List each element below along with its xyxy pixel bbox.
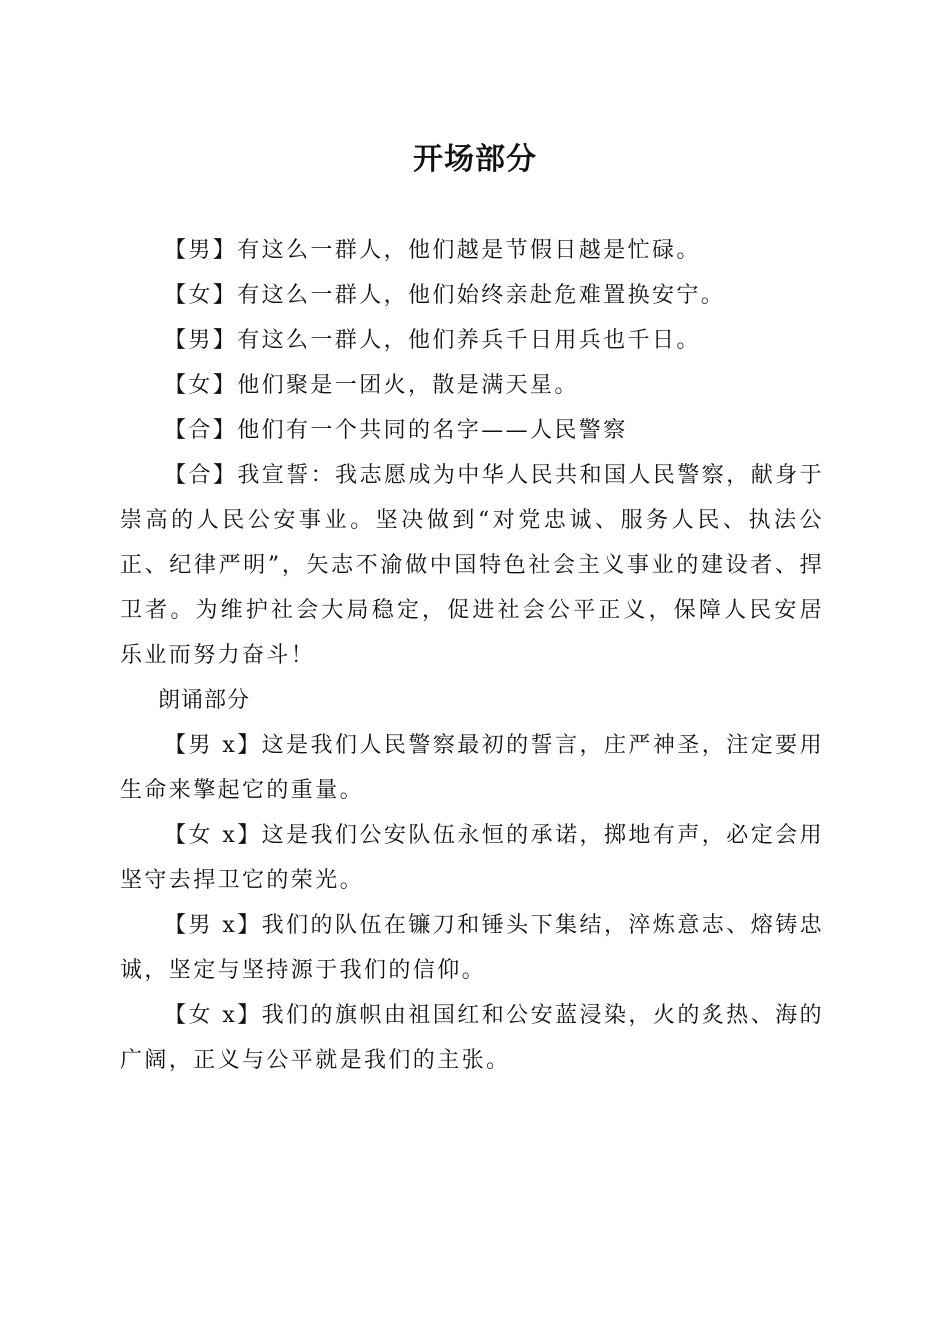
paragraph-recitation-1: 【男 x】这是我们人民警察最初的誓言，庄严神圣，注定要用生命来擎起它的重量。 bbox=[120, 733, 824, 803]
paragraph-opening-4: 【女】他们聚是一团火，散是满天星。 bbox=[164, 373, 579, 398]
paragraph-recitation-2: 【女 x】这是我们公安队伍永恒的承诺，掷地有声，必定会用坚守去捍卫它的荣光。 bbox=[120, 823, 824, 893]
page-title: 开场部分 bbox=[413, 142, 537, 177]
document-body bbox=[120, 228, 824, 1083]
paragraph-opening-3: 【男】有这么一群人，他们养兵千日用兵也千日。 bbox=[164, 328, 701, 353]
paragraph-oath: 【合】我宣誓：我志愿成为中华人民共和国人民警察，献身于崇高的人民公安事业。坚决做到“对党忠诚、服务人民、执法公正、纪律严明”，矢志不渝做中国特色社会主义事业的建设者、捍卫者。为维护社会大局稳定，促进社会公平正义，保障人民安居乐业而努力奋斗！ bbox=[120, 463, 824, 668]
section-heading-recitation: 朗诵部分 bbox=[158, 688, 251, 713]
paragraph-opening-5: 【合】他们有一个共同的名字——人民警察 bbox=[164, 418, 628, 443]
paragraph-opening-1: 【男】有这么一群人，他们越是节假日越是忙碌。 bbox=[164, 238, 701, 263]
paragraph-opening-2: 【女】有这么一群人，他们始终亲赴危难置换安宁。 bbox=[164, 283, 726, 308]
paragraph-recitation-4: 【女 x】我们的旗帜由祖国红和公安蓝浸染，火的炙热、海的广阔，正义与公平就是我们的主张。 bbox=[120, 1003, 824, 1073]
paragraph-recitation-3: 【男 x】我们的队伍在镰刀和锤头下集结，淬炼意志、熔铸忠诚，坚定与坚持源于我们的信仰。 bbox=[120, 913, 824, 983]
